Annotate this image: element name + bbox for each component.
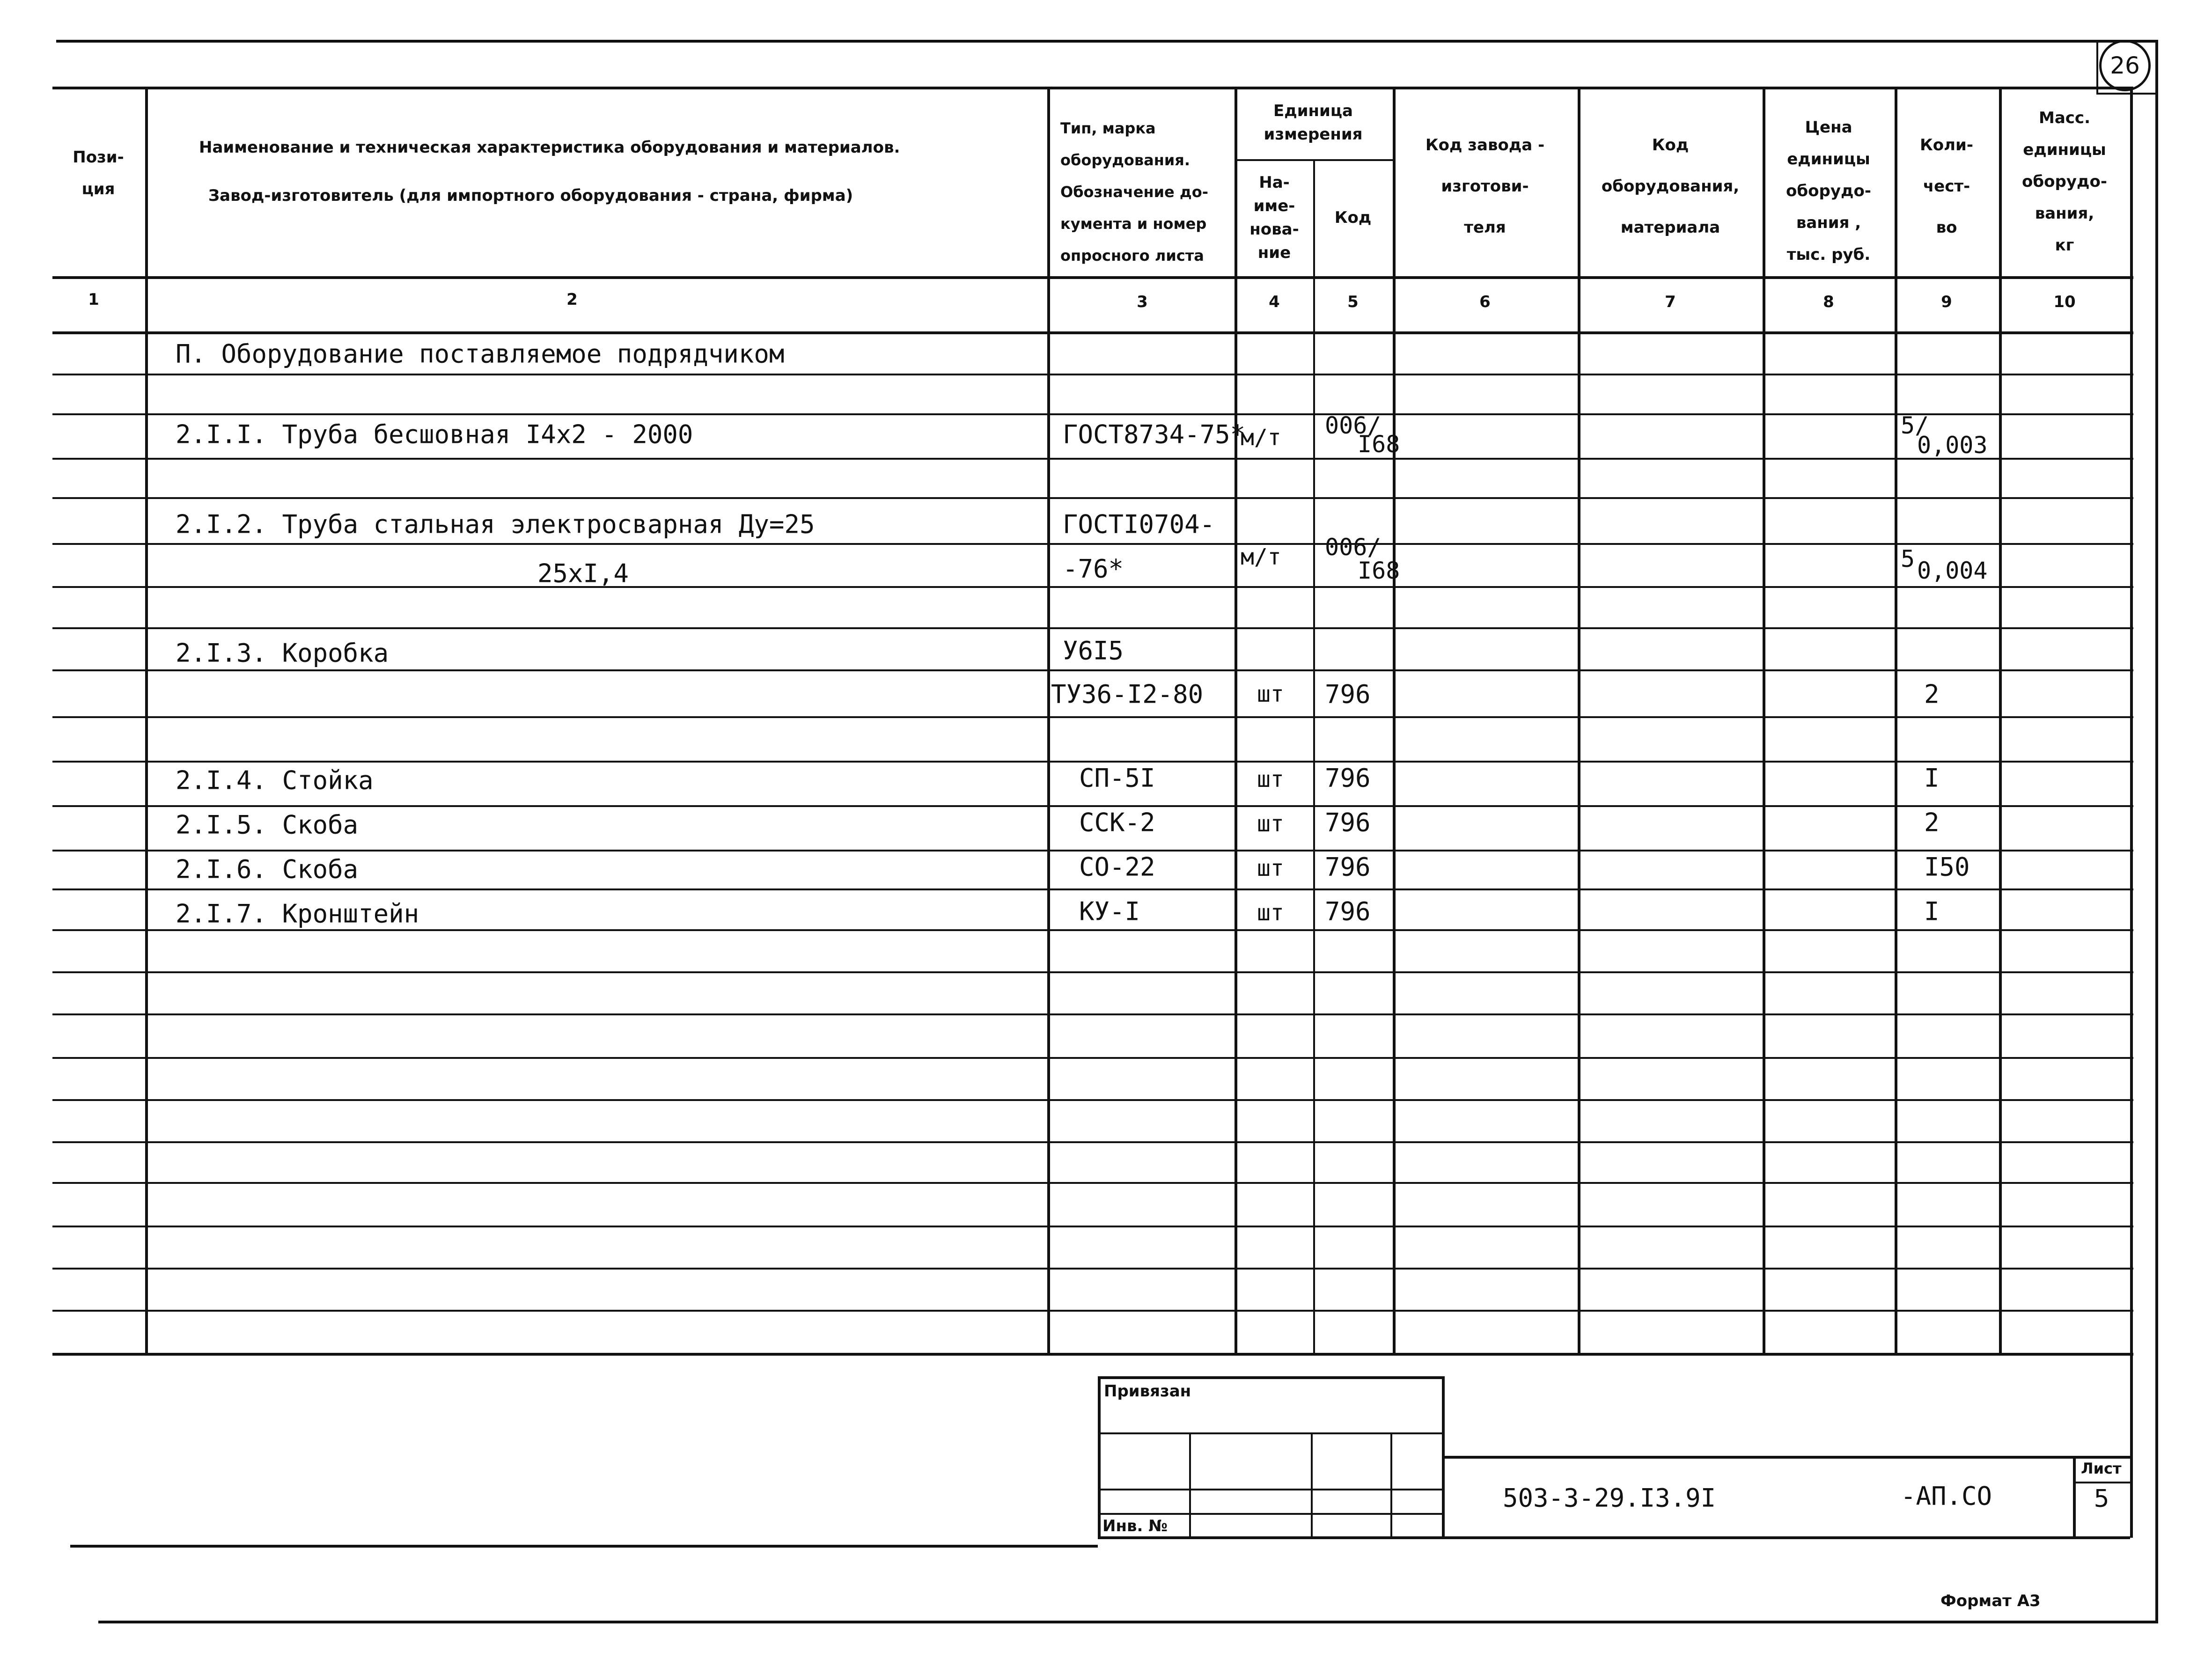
- row-qty-bottom: 0,003: [1917, 432, 1988, 459]
- row-name: 2.I.6. Скоба: [176, 854, 359, 884]
- row-code-top: 006/: [1325, 534, 1382, 561]
- column-number: 2: [566, 290, 578, 309]
- sheet-label: Лист: [2081, 1460, 2122, 1477]
- row-name: 2.I.2. Труба стальная электросварная Ду=25: [176, 509, 815, 539]
- grid-line: [52, 458, 2133, 460]
- frame-bottom-line: [98, 1621, 2158, 1623]
- header-name-line1: Наименование и техническая характеристика оборудования и материалов.: [199, 138, 900, 157]
- row-type-continued: ТУ36-I2-80: [1051, 679, 1204, 709]
- header-name-line2: Завод-изготовитель (для импортного оборудования - страна, фирма): [208, 186, 853, 205]
- row-unit: шт: [1257, 766, 1284, 793]
- circle-box-bottom: [2096, 93, 2157, 95]
- tb-line: [2130, 1353, 2133, 1538]
- tb-line: [1098, 1513, 1444, 1515]
- grid-line: [52, 1268, 2133, 1270]
- row-unit: шт: [1257, 811, 1284, 837]
- row-code: 796: [1325, 679, 1371, 709]
- attached-label: Привязан: [1104, 1382, 1191, 1401]
- grid-line: [52, 805, 2133, 807]
- section-title: П. Оборудование поставляемое подрядчиком: [176, 339, 785, 369]
- tb-line: [1442, 1376, 1445, 1538]
- row-unit: шт: [1257, 855, 1284, 881]
- grid-line: [1047, 87, 1050, 1354]
- header-equipment-code: Код оборудования, материала: [1601, 136, 1740, 237]
- row-code-bottom: I68: [1358, 431, 1400, 458]
- column-number: 7: [1665, 293, 1676, 311]
- grid-line: [52, 1057, 2133, 1059]
- row-unit: шт: [1257, 900, 1284, 926]
- grid-line: [52, 1013, 2133, 1015]
- grid-line: [52, 331, 2133, 334]
- column-number: 4: [1269, 293, 1280, 311]
- row-qty: I: [1924, 896, 1940, 926]
- tb-line: [1098, 1376, 1101, 1538]
- grid-line: [52, 1182, 2133, 1184]
- row-type: СО-22: [1079, 852, 1155, 882]
- row-type: СП-5I: [1079, 763, 1155, 793]
- header-quantity: Коли- чест- во: [1920, 136, 1973, 237]
- grid-line: [52, 888, 2133, 890]
- row-unit: м/т: [1241, 425, 1281, 451]
- row-name: 2.I.3. Коробка: [176, 638, 389, 668]
- row-name: 2.I.5. Скоба: [176, 810, 359, 840]
- document-code: 503-3-29.I3.9I: [1503, 1483, 1716, 1513]
- row-unit: шт: [1257, 681, 1284, 707]
- grid-line: [52, 543, 2133, 545]
- column-number: 3: [1137, 293, 1148, 311]
- row-qty: I: [1924, 763, 1940, 793]
- grid-line: [52, 761, 2133, 763]
- grid-line: [52, 586, 2133, 588]
- row-unit: м/т: [1241, 544, 1281, 570]
- format-label: Формат А3: [1940, 1592, 2041, 1610]
- row-type: У6I5: [1063, 636, 1124, 666]
- grid-line: [52, 1226, 2133, 1227]
- row-type-continued: -76*: [1063, 554, 1124, 584]
- tb-line: [1098, 1376, 1444, 1379]
- row-name: 2.I.4. Стойка: [176, 765, 374, 795]
- grid-line: [2130, 87, 2133, 1354]
- row-code: 796: [1325, 807, 1371, 837]
- grid-line: [145, 87, 148, 1354]
- tb-line: [1098, 1536, 2130, 1539]
- tb-line: [1390, 1432, 1392, 1538]
- header-unit-price: Цена единицы оборудо- вания , тыс. руб.: [1786, 118, 1871, 264]
- row-type: ГОСТ8734-75*: [1063, 419, 1246, 449]
- grid-line: [52, 87, 2133, 89]
- grid-line: [52, 276, 2133, 279]
- row-code-bottom: I68: [1358, 557, 1400, 584]
- grid-line: [52, 413, 2133, 415]
- tb-line: [1098, 1432, 1444, 1434]
- grid-line: [52, 627, 2133, 629]
- row-qty: 2: [1924, 679, 1940, 709]
- column-number: 9: [1941, 293, 1952, 311]
- grid-line: [52, 669, 2133, 671]
- row-type: ГОСТI0704-: [1063, 509, 1215, 539]
- column-number: 10: [2053, 293, 2076, 311]
- sheet-number-circle: 26: [2099, 40, 2151, 91]
- row-code-top: 006/: [1325, 412, 1382, 439]
- row-code: 796: [1325, 896, 1371, 926]
- grid-line: [1393, 87, 1396, 1354]
- tb-line: [1098, 1489, 1444, 1490]
- column-number: 5: [1347, 293, 1359, 311]
- tb-line: [1189, 1432, 1191, 1538]
- tb-line: [1442, 1456, 2130, 1459]
- grid-line: [1895, 87, 1897, 1354]
- row-qty-top: 5/: [1901, 412, 1929, 439]
- grid-line: [52, 850, 2133, 852]
- header-position: Пози- ция: [73, 148, 124, 198]
- grid-line: [52, 1099, 2133, 1101]
- row-code: 796: [1325, 852, 1371, 882]
- sheet-number: 5: [2094, 1485, 2109, 1513]
- tb-line: [70, 1545, 1098, 1548]
- grid-line: [52, 1353, 2133, 1356]
- column-number: 8: [1823, 293, 1834, 311]
- row-name: 2.I.7. Кронштейн: [176, 899, 419, 929]
- grid-line: [52, 1141, 2133, 1143]
- grid-line: [1236, 159, 1395, 161]
- grid-line: [1999, 87, 2002, 1354]
- row-name-continued: 25xI,4: [537, 558, 629, 588]
- grid-line: [1578, 87, 1580, 1354]
- row-type: КУ-I: [1079, 896, 1140, 926]
- grid-line: [52, 1310, 2133, 1312]
- tb-line: [2073, 1482, 2130, 1483]
- grid-line: [52, 716, 2133, 718]
- inventory-number-label: Инв. №: [1102, 1517, 1168, 1535]
- grid-line: [52, 929, 2133, 931]
- row-code: 796: [1325, 763, 1371, 793]
- circle-box-left: [2096, 40, 2098, 94]
- row-qty-top: 5: [1901, 545, 1915, 573]
- header-unit-name: На- име- нова- ние: [1249, 173, 1299, 262]
- header-type: Тип, марка оборудования. Обозначение до- кумента и номер опросного листа: [1060, 119, 1208, 264]
- grid-line: [1235, 87, 1237, 1354]
- frame-top-line: [56, 40, 2158, 43]
- header-unit-code: Код: [1334, 208, 1372, 227]
- header-unit-group: Единица измерения: [1264, 102, 1363, 144]
- header-manufacturer-code: Код завода - изготови- теля: [1425, 136, 1545, 237]
- column-number: 6: [1479, 293, 1491, 311]
- tb-line: [1311, 1432, 1313, 1538]
- row-qty: I50: [1924, 852, 1970, 882]
- grid-line: [1313, 159, 1315, 1354]
- header-unit-mass: Масс. единицы оборудо- вания, кг: [2022, 109, 2107, 255]
- document-suffix: -АП.СО: [1901, 1481, 1992, 1511]
- row-qty: 2: [1924, 807, 1940, 837]
- row-qty-bottom: 0,004: [1917, 557, 1988, 584]
- grid-line: [1763, 87, 1765, 1354]
- row-type: ССК-2: [1079, 807, 1155, 837]
- grid-line: [52, 497, 2133, 499]
- column-number: 1: [88, 290, 99, 309]
- frame-right-line: [2155, 40, 2158, 1622]
- grid-line: [52, 374, 2133, 375]
- grid-line: [52, 971, 2133, 973]
- row-name: 2.I.I. Труба бесшовная I4x2 - 2000: [176, 419, 693, 449]
